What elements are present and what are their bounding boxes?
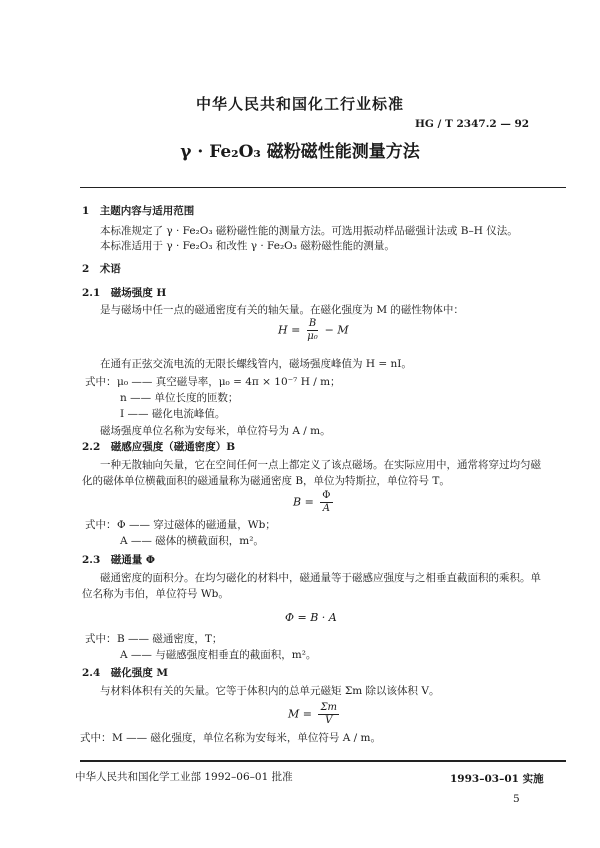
section-2-2-paragraph-line-1: 一种无散轴向矢量，它在空间任何一点上都定义了该点磁场。在实际应用中，通常将穿过均匀磁 [100,459,541,471]
section-2-2-paragraph-line-2: 化的磁体单位横截面积的磁通量称为磁通密度 B，单位为特斯拉，单位符号 T。 [82,475,450,487]
where-label: 式中： [85,633,117,645]
where-item: A —— 与磁感强度相垂直的截面积，m²。 [120,649,317,661]
document-title: γ · Fe₂O₃ 磁粉磁性能测量方法 [180,142,420,162]
where-item: μ₀ —— 真空磁导率，μ₀ = 4π × 10⁻⁷ H / m； [117,376,341,388]
section-2-1-paragraph-1: 是与磁场中任一点的磁通密度有关的轴矢量。在磁化强度为 M 的磁性物体中： [100,304,464,316]
formula-M [288,702,342,727]
section-1-paragraph-2: 本标准适用于 γ · Fe₂O₃ 和改性 γ · Fe₂O₃ 磁粉磁性能的测量。 [100,240,395,252]
formula-B-numerator: Φ [322,490,331,501]
implementation-text: 1993–03–01 实施 [450,773,544,785]
where-label: 式中： [80,732,112,744]
where-label: 式中： [85,376,117,388]
where-label: 式中： [85,519,117,531]
standard-org-header: 中华人民共和国化工行业标准 [195,95,404,113]
section-2-3-paragraph-line-2: 位名称为韦伯，单位符号 Wb。 [82,588,229,600]
section-1-paragraph-1: 本标准规定了 γ · Fe₂O₃ 磁粉磁性能的测量方法。可选用振动样品磁强计法或 B–H 仪法。 [100,225,518,237]
page-number: 5 [513,793,520,805]
formula-B-denominator: A [322,503,331,514]
section-2-3-paragraph-line-1: 磁通密度的面积分。在均匀磁化的材料中，磁通量等于磁感应强度与之相垂直截面积的乘积。单 [100,572,541,584]
standard-code: HG / T 2347.2 — 92 [415,118,530,130]
section-2-4-heading: 2.4 磁化强度 M [82,667,169,679]
formula-M-lhs: M = [288,707,312,721]
where-item: M —— 磁化强度，单位名称为安每米，单位符号 A / m。 [112,732,382,744]
formula-H [278,318,349,343]
section-2-4-paragraph-1: 与材料体积有关的矢量。它等于体积内的总单元磁矩 Σm 除以该体积 V。 [100,685,440,697]
footer-rule [80,760,566,762]
section-2-1-paragraph-3: 磁场强度单位名称为安每米，单位符号为 A / m。 [100,425,331,437]
section-2-1-paragraph-2: 在通有正弦交流电流的无限长螺线管内，磁场强度峰值为 H = nI。 [100,358,412,370]
where-item: n —— 单位长度的匝数； [120,392,239,404]
where-item: I —— 磁化电流峰值。 [120,408,226,420]
where-item: Φ —— 穿过磁体的磁通量，Wb； [117,519,276,531]
formula-M-fraction [318,702,339,727]
section-1-heading: 1 主题内容与适用范围 [82,205,195,217]
formula-H-denominator: μ₀ [307,331,318,342]
section-2-3-heading: 2.3 磁通量 Φ [82,554,156,566]
section-2-2-heading: 2.2 磁感应强度（磁通密度）B [82,441,236,453]
where-item: B —— 磁通密度，T； [117,633,223,645]
formula-H-fraction [307,318,318,343]
header-rule [80,187,566,188]
where-item: A —— 磁体的横截面积，m²。 [120,535,264,547]
formula-M-denominator: V [325,715,333,726]
formula-H-rhs: − M [324,323,349,337]
formula-B-fraction [320,490,332,515]
approval-text: 中华人民共和国化学工业部 1992–06–01 批准 [75,771,293,783]
formula-M-numerator: Σm [320,702,338,713]
formula-B-lhs: B = [293,495,314,509]
formula-Phi: Φ = B · A [285,611,337,624]
formula-H-numerator: B [308,318,317,329]
formula-B [293,490,336,515]
section-2-heading: 2 术语 [82,263,121,275]
formula-H-lhs: H = [278,323,301,337]
section-2-1-heading: 2.1 磁场强度 H [82,287,167,299]
